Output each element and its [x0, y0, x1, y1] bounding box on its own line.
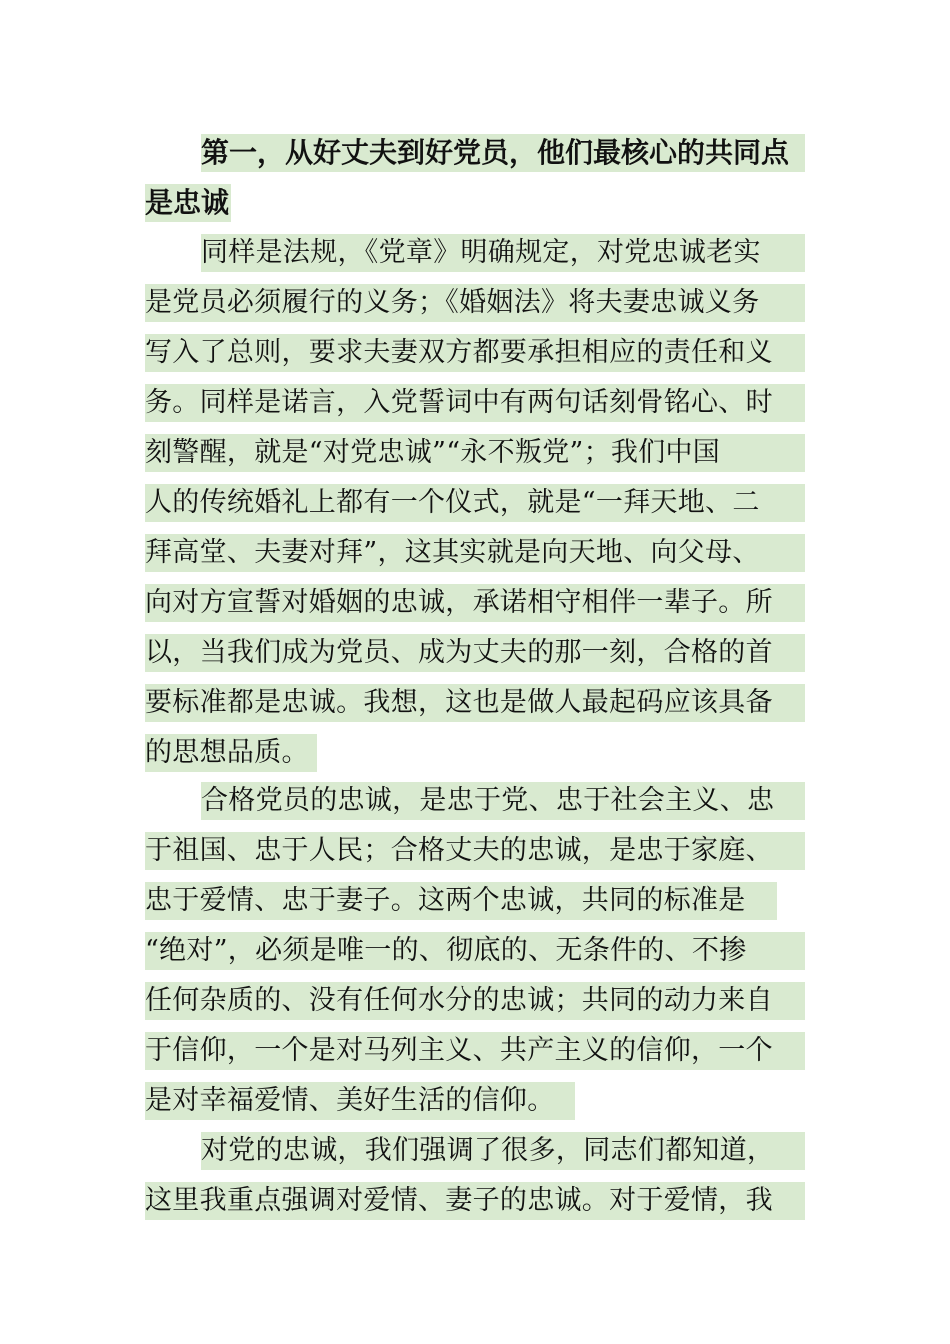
paragraph-text: 刻警醒，就是“对党忠诚”“永不叛党”；我们中国: [145, 437, 721, 468]
paragraph-line: [145, 876, 805, 926]
paragraph-line: [145, 578, 805, 628]
heading-line: [145, 178, 805, 228]
paragraph-text: 拜高堂、夫妻对拜”，这其实就是向天地、向父母、: [145, 537, 760, 568]
paragraph-text: 务。同样是诺言，入党誓词中有两句话刻骨铭心、时: [145, 387, 773, 418]
paragraph-text: 于信仰，一个是对马列主义、共产主义的信仰，一个: [145, 1035, 773, 1066]
paragraph-text: 是对幸福爱情、美好生活的信仰。: [145, 1085, 555, 1116]
paragraph-text: 合格党员的忠诚，是忠于党、忠于社会主义、忠: [201, 785, 775, 816]
paragraph-line: [145, 976, 805, 1026]
paragraph-line: [145, 1026, 805, 1076]
paragraph-text: 向对方宣誓对婚姻的忠诚，承诺相守相伴一辈子。所: [145, 587, 773, 618]
paragraph-line: [145, 328, 805, 378]
paragraph-text: 要标准都是忠诚。我想，这也是做人最起码应该具备: [145, 687, 773, 718]
paragraph-line: [145, 926, 805, 976]
paragraph-line: [145, 1126, 805, 1176]
paragraph-line: [145, 1176, 805, 1226]
paragraph-text: 忠于爱情、忠于妻子。这两个忠诚，共同的标准是: [145, 885, 746, 916]
paragraph-text: “绝对”，必须是唯一的、彻底的、无条件的、不掺: [145, 935, 747, 966]
paragraph-line: [145, 428, 805, 478]
section-heading: [145, 128, 805, 228]
paragraph-text: 人的传统婚礼上都有一个仪式，就是“一拜天地、二: [145, 487, 760, 518]
paragraph-line: [145, 678, 805, 728]
paragraph-line: [145, 826, 805, 876]
paragraph-line: [145, 478, 805, 528]
paragraph: [145, 1126, 805, 1226]
paragraph-text: 对党的忠诚，我们强调了很多，同志们都知道，: [201, 1135, 775, 1166]
paragraph-line: [145, 776, 805, 826]
heading-line: [145, 128, 805, 178]
paragraph-line: [145, 278, 805, 328]
paragraph: [145, 228, 805, 778]
paragraph-line: [145, 228, 805, 278]
paragraph-text: 是党员必须履行的义务；《婚姻法》将夫妻忠诚义务: [145, 287, 760, 318]
paragraph-text: 以，当我们成为党员、成为丈夫的那一刻，合格的首: [145, 637, 773, 668]
paragraph-text: 任何杂质的、没有任何水分的忠诚；共同的动力来自: [145, 985, 773, 1016]
paragraph-text: 写入了总则，要求夫妻双方都要承担相应的责任和义: [145, 337, 773, 368]
paragraph-text: 这里我重点强调对爱情、妻子的忠诚。对于爱情，我: [145, 1185, 773, 1216]
heading-text: 第一，从好丈夫到好党员，他们最核心的共同点: [201, 136, 790, 169]
heading-text: 是忠诚: [145, 186, 230, 219]
paragraph-line: [145, 628, 805, 678]
paragraph-line: [145, 528, 805, 578]
paragraph-line: [145, 378, 805, 428]
paragraph-text: 于祖国、忠于人民；合格丈夫的忠诚，是忠于家庭、: [145, 835, 773, 866]
paragraph-text: 的思想品质。: [145, 737, 309, 768]
paragraph-text: 同样是法规，《党章》明确规定，对党忠诚老实: [201, 237, 761, 268]
paragraph-line: [145, 1076, 805, 1126]
paragraph-line: [145, 728, 805, 778]
paragraph: [145, 776, 805, 1126]
